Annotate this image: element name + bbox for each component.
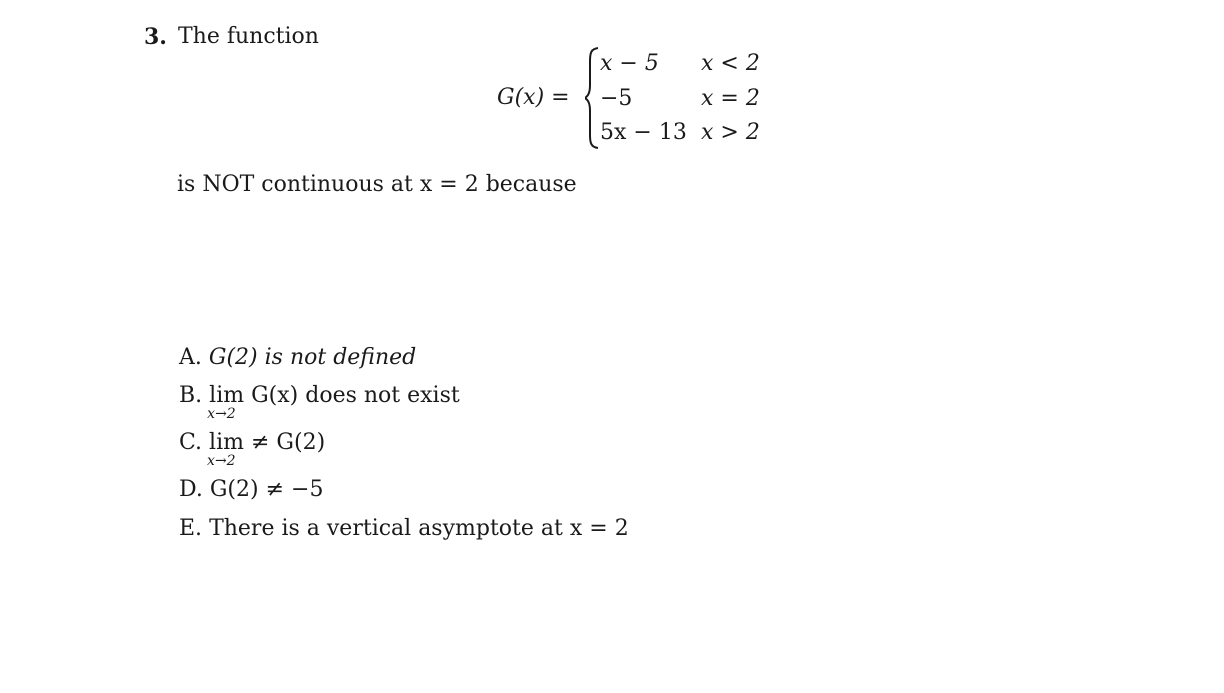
option-a[interactable] bbox=[179, 345, 416, 371]
option-e[interactable] bbox=[179, 516, 629, 542]
option-letter: E. bbox=[179, 516, 203, 541]
piece-expr-2: −5 bbox=[600, 86, 633, 111]
function-lhs: G(x) = bbox=[497, 85, 570, 110]
option-c[interactable] bbox=[179, 430, 326, 469]
limit-operator bbox=[207, 383, 245, 422]
piece-cond-3: x > 2 bbox=[701, 120, 760, 145]
option-text: G(2) is not defined bbox=[208, 345, 417, 370]
question-number: 3. bbox=[144, 24, 167, 50]
limit-subscript: x→2 bbox=[207, 453, 236, 469]
option-text: There is a vertical asymptote at x = 2 bbox=[209, 516, 629, 541]
option-letter: B. bbox=[179, 383, 203, 408]
limit-word: lim bbox=[209, 383, 245, 408]
option-letter: D. bbox=[179, 477, 203, 502]
question-intro: The function bbox=[178, 24, 319, 49]
option-letter: A. bbox=[179, 345, 202, 370]
limit-operator bbox=[207, 430, 244, 469]
option-text: G(2) ≠ −5 bbox=[209, 477, 324, 502]
left-brace-icon bbox=[585, 47, 599, 149]
piece-expr-3: 5x − 13 bbox=[600, 120, 687, 145]
piece-cond-2: x = 2 bbox=[701, 86, 760, 111]
question-statement: is NOT continuous at x = 2 because bbox=[177, 172, 577, 197]
option-text: G(x) does not exist bbox=[251, 383, 460, 408]
option-text: ≠ G(2) bbox=[250, 430, 326, 455]
option-d[interactable] bbox=[179, 477, 323, 503]
piece-cond-1: x < 2 bbox=[701, 51, 760, 76]
piece-expr-1: x − 5 bbox=[600, 51, 659, 76]
limit-subscript: x→2 bbox=[207, 406, 236, 422]
limit-word: lim bbox=[209, 430, 244, 455]
option-b[interactable] bbox=[179, 383, 460, 422]
option-letter: C. bbox=[179, 430, 203, 455]
